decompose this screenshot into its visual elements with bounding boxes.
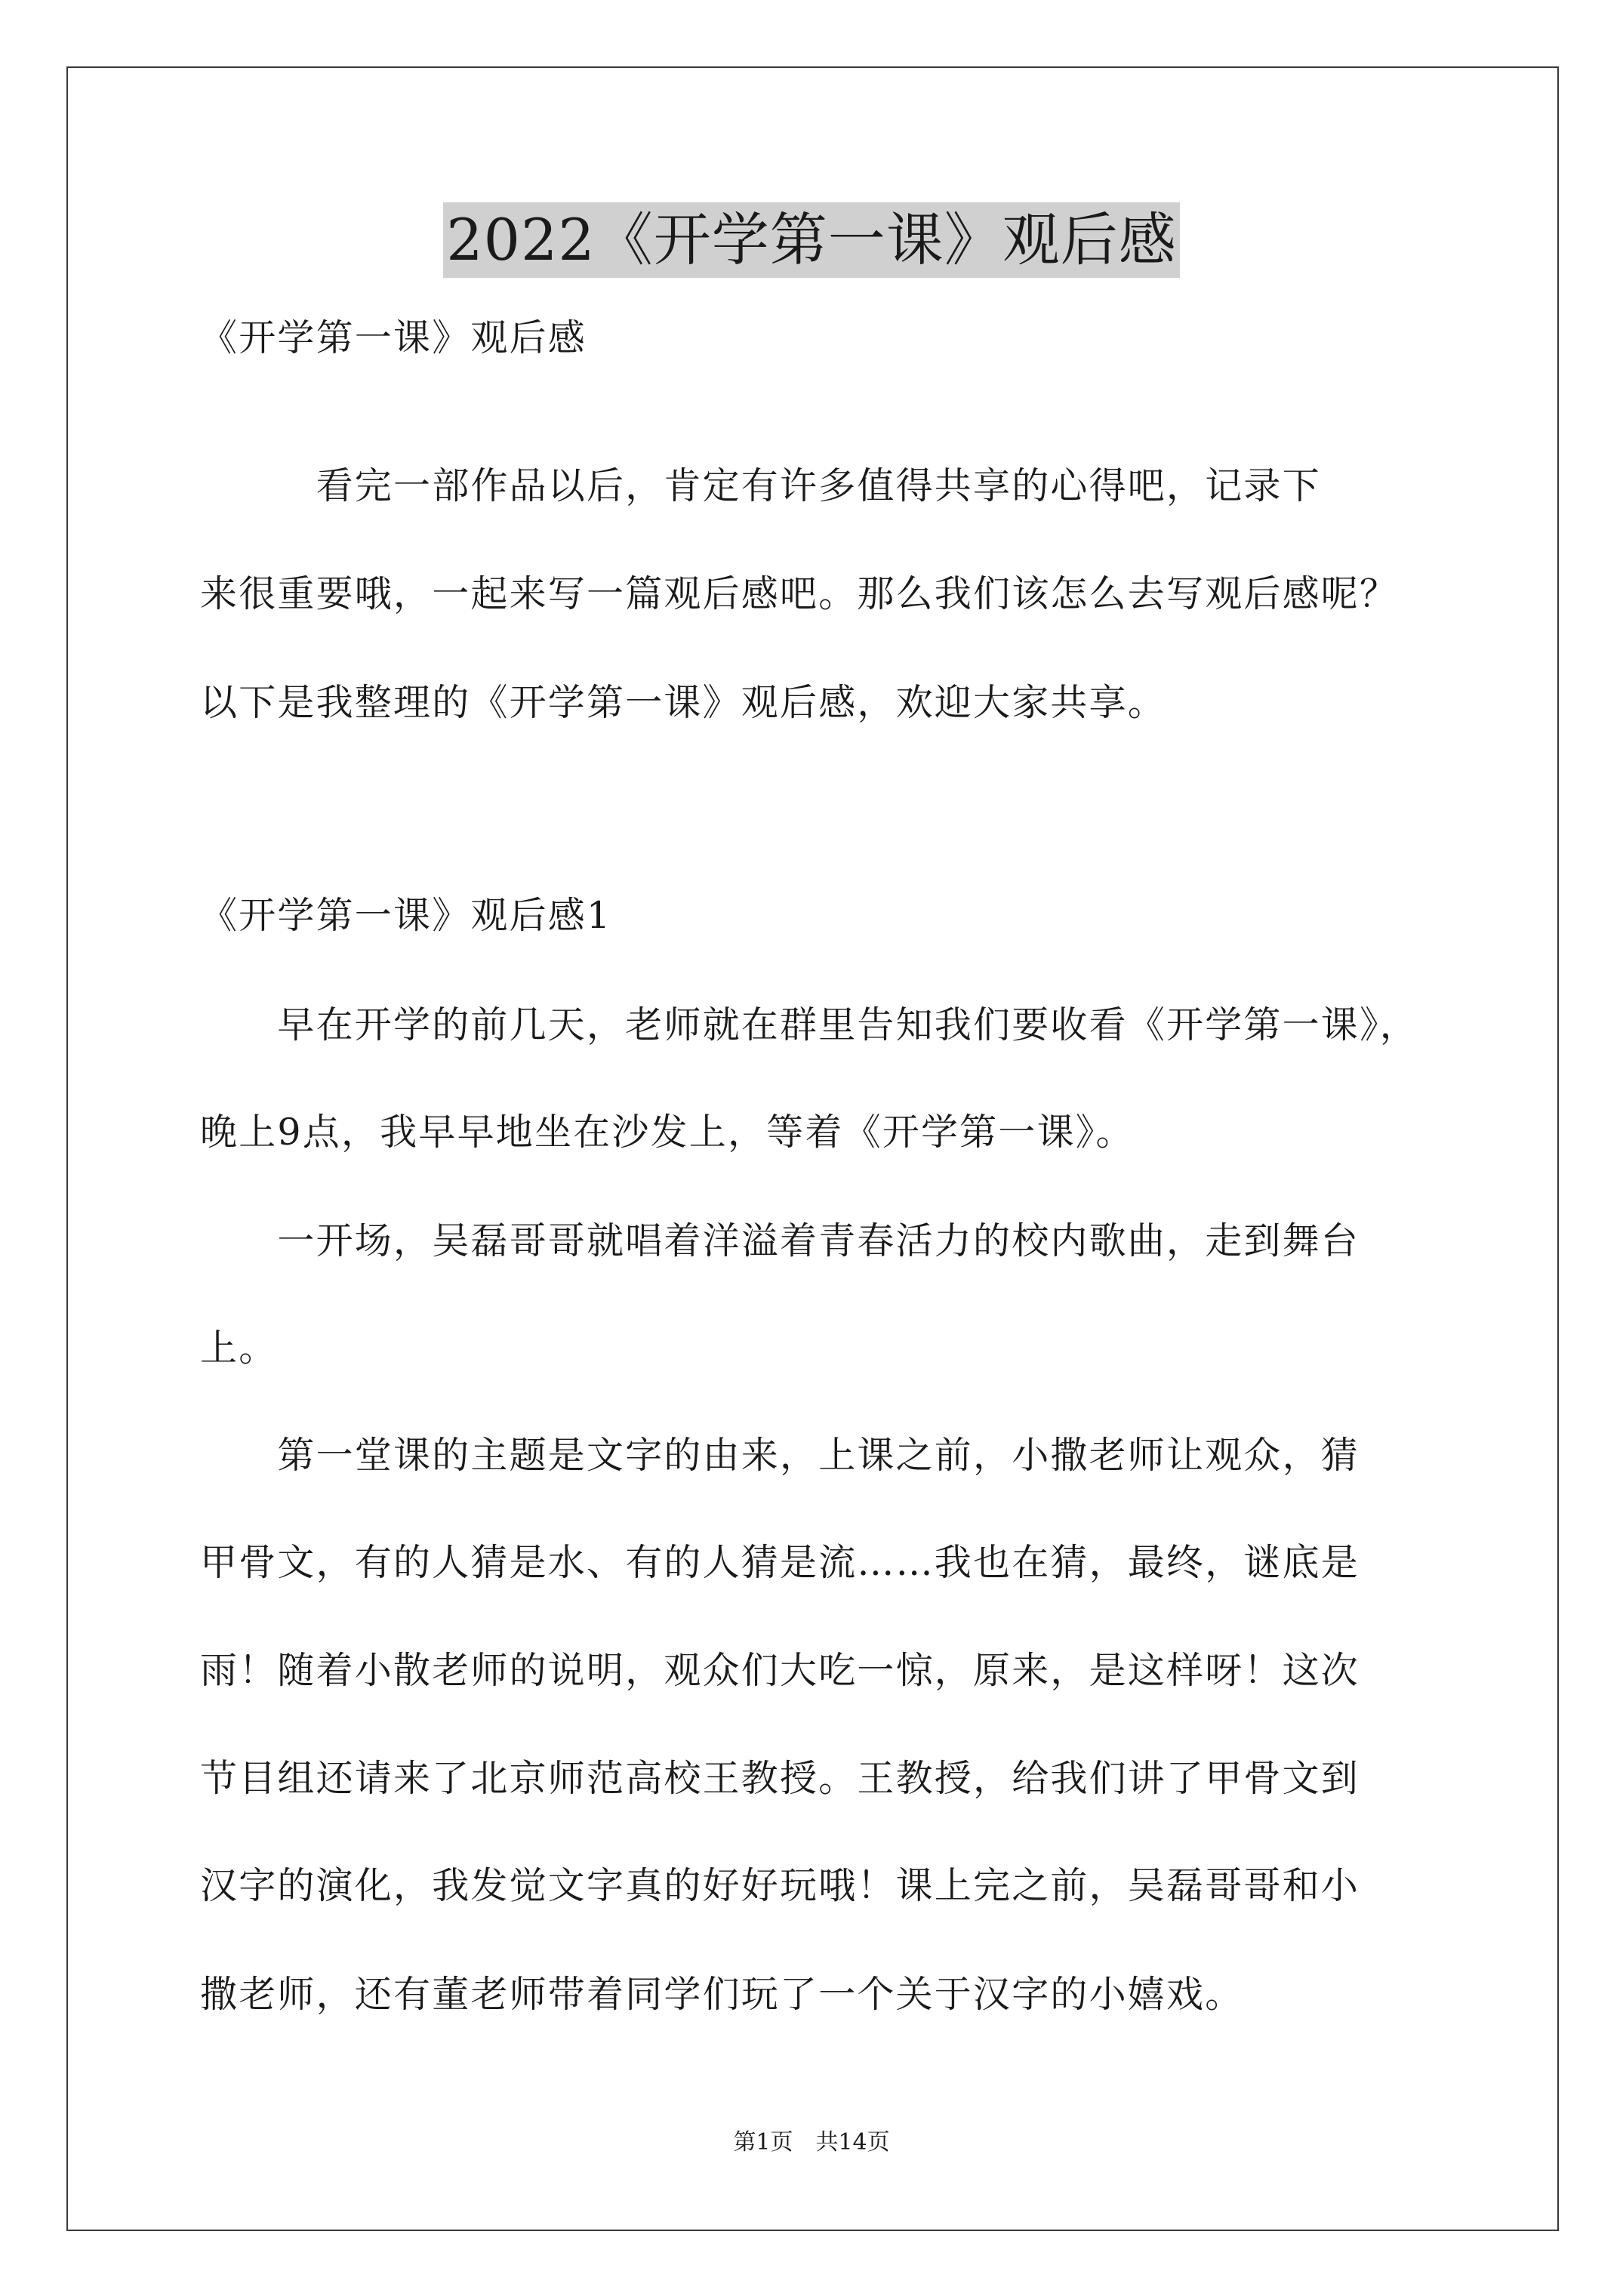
page-number: 第1页 共14页 — [733, 2129, 890, 2156]
paragraph-line: 早在开学的前几天，老师就在群里告知我们要收看《开学第一课》， — [200, 1003, 1418, 1046]
paragraph-line: 来很重要哦，一起来写一篇观后感吧。那么我们该怎么去写观后感呢？ — [200, 572, 1399, 615]
paragraph-line: 节目组还请来了北京师范高校王教授。王教授，给我们讲了甲骨文到 — [200, 1757, 1360, 1800]
paragraph-line: 雨！随着小散老师的说明，观众们大吃一惊，原来，是这样呀！这次 — [200, 1649, 1360, 1692]
paragraph-line: 撒老师，还有董老师带着同学们玩了一个关于汉字的小嬉戏。 — [200, 1973, 1244, 2016]
paragraph-line: 看完一部作品以后，肯定有许多值得共享的心得吧，记录下 — [200, 464, 1321, 507]
paragraph-line: 甲骨文，有的人猜是水、有的人猜是流……我也在猜，最终，谜底是 — [200, 1541, 1360, 1584]
title-container — [0, 202, 1623, 278]
paragraph-line: 第一堂课的主题是文字的由来，上课之前，小撒老师让观众，猜 — [200, 1434, 1360, 1477]
paragraph-line: 上。 — [200, 1327, 278, 1370]
paragraph-line: 一开场，吴磊哥哥就唱着洋溢着青春活力的校内歌曲，走到舞台 — [200, 1219, 1360, 1262]
paragraph-line: 以下是我整理的《开学第一课》观后感，欢迎大家共享。 — [200, 681, 1167, 724]
subtitle-line: 《开学第一课》观后感 — [200, 316, 587, 359]
section-heading: 《开学第一课》观后感1 — [200, 894, 612, 937]
paragraph-line: 晚上9点，我早早地坐在沙发上，等着《开学第一课》。 — [200, 1111, 1135, 1154]
paragraph-line: 汉字的演化，我发觉文字真的好好玩哦！课上完之前，吴磊哥哥和小 — [200, 1864, 1360, 1907]
document-title: 2022《开学第一课》观后感 — [443, 202, 1179, 278]
